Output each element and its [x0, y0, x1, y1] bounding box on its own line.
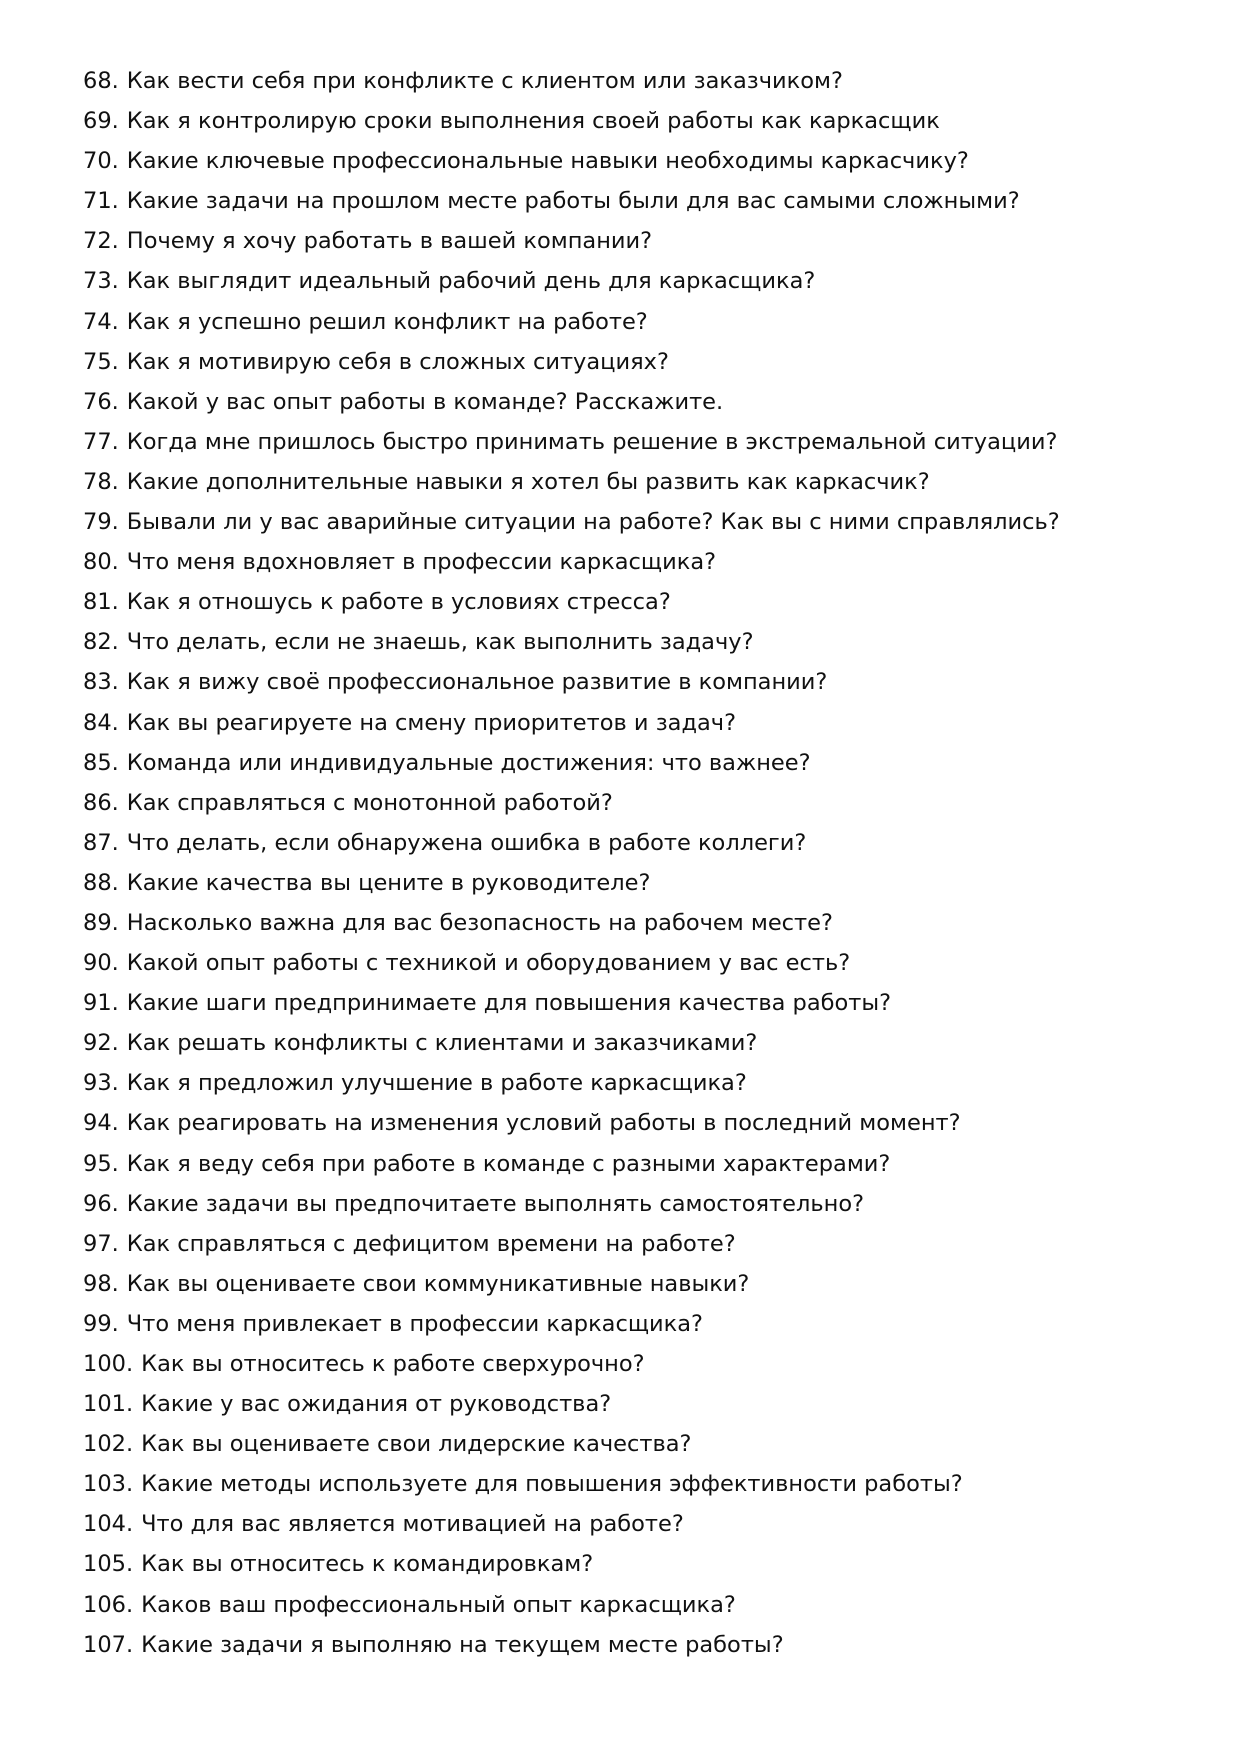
question-number: 72.: [83, 228, 119, 255]
question-item: [83, 502, 1183, 542]
question-number: 103.: [83, 1471, 134, 1498]
question-item: [83, 1144, 1183, 1184]
question-number: 71.: [83, 188, 119, 215]
question-item: [83, 1464, 1183, 1504]
question-text: Какие методы используете для повышения эффективности работы?: [141, 1471, 963, 1498]
question-item: [83, 422, 1183, 462]
question-number: 102.: [83, 1431, 134, 1458]
question-number: 105.: [83, 1551, 134, 1578]
question-number: 88.: [83, 869, 119, 896]
question-text: Как вести себя при конфликте с клиентом или заказчиком?: [126, 68, 843, 94]
question-item: [83, 1103, 1183, 1143]
question-item: [83, 1424, 1183, 1464]
question-item: [83, 1224, 1183, 1264]
question-text: Что делать, если не знаешь, как выполнить задачу?: [126, 629, 754, 656]
question-number: 69.: [83, 108, 119, 135]
question-text: Какие ключевые профессиональные навыки необходимы каркасчику?: [126, 148, 969, 175]
question-number: 84.: [83, 709, 119, 736]
question-text: Как я успешно решил конфликт на работе?: [126, 308, 648, 335]
question-item: [83, 1063, 1183, 1103]
question-number: 76.: [83, 388, 119, 415]
question-text: Как справляться с монотонной работой?: [126, 789, 613, 816]
question-number: 73.: [83, 268, 119, 295]
question-number: 68.: [83, 68, 119, 94]
question-number: 70.: [83, 148, 119, 175]
question-item: [83, 622, 1183, 662]
question-item: [83, 1544, 1183, 1584]
question-item: [83, 542, 1183, 582]
question-text: Какие качества вы цените в руководителе?: [126, 869, 651, 896]
question-text: Какие задачи я выполняю на текущем месте работы?: [141, 1631, 784, 1658]
question-item: [83, 1264, 1183, 1304]
question-item: [83, 903, 1183, 943]
question-item: [83, 1023, 1183, 1063]
question-list: [83, 61, 1183, 1665]
question-text: Как я предложил улучшение в работе каркасщика?: [126, 1070, 747, 1097]
question-text: Как вы оцениваете свои лидерские качества?: [141, 1431, 692, 1458]
question-number: 79.: [83, 509, 119, 536]
question-text: Как вы оцениваете свои коммуникативные навыки?: [126, 1270, 750, 1297]
question-number: 89.: [83, 909, 119, 936]
question-text: Как вы относитесь к командировкам?: [141, 1551, 594, 1578]
question-text: Что меня вдохновляет в профессии каркасщика?: [126, 549, 717, 576]
question-number: 85.: [83, 749, 119, 776]
question-item: [83, 141, 1183, 181]
question-text: Бывали ли у вас аварийные ситуации на работе? Как вы с ними справлялись?: [126, 509, 1060, 536]
question-text: Как справляться с дефицитом времени на работе?: [126, 1230, 736, 1257]
question-text: Как вы относитесь к работе сверхурочно?: [141, 1351, 645, 1377]
question-text: Когда мне пришлось быстро принимать решение в экстремальной ситуации?: [126, 428, 1058, 455]
question-text: Что меня привлекает в профессии каркасщика?: [126, 1310, 703, 1337]
question-text: Как реагировать на изменения условий работы в последний момент?: [126, 1110, 961, 1137]
question-number: 91.: [83, 990, 119, 1017]
question-text: Как решать конфликты с клиентами и заказчиками?: [126, 1030, 758, 1057]
question-item: [83, 1304, 1183, 1344]
question-number: 90.: [83, 950, 119, 977]
question-item: [83, 1184, 1183, 1224]
question-number: 95.: [83, 1150, 119, 1177]
question-number: 97.: [83, 1230, 119, 1257]
question-item: [83, 1384, 1183, 1424]
question-text: Как я отношусь к работе в условиях стресса?: [126, 589, 671, 616]
question-item: [83, 261, 1183, 301]
question-text: Команда или индивидуальные достижения: что важнее?: [126, 749, 811, 776]
question-number: 92.: [83, 1030, 119, 1057]
question-number: 82.: [83, 629, 119, 656]
question-item: [83, 342, 1183, 382]
question-text: Как я мотивирую себя в сложных ситуациях?: [126, 348, 669, 375]
question-number: 94.: [83, 1110, 119, 1137]
question-number: 75.: [83, 348, 119, 375]
question-text: Какие задачи на прошлом месте работы были для вас самыми сложными?: [126, 188, 1020, 215]
question-item: [83, 221, 1183, 261]
question-item: [83, 1585, 1183, 1625]
question-text: Как вы реагируете на смену приоритетов и задач?: [126, 709, 737, 736]
question-item: [83, 662, 1183, 702]
question-text: Как я вижу своё профессиональное развитие в компании?: [126, 669, 828, 696]
question-number: 78.: [83, 468, 119, 495]
question-item: [83, 462, 1183, 502]
question-text: Что для вас является мотивацией на работе?: [141, 1511, 684, 1538]
question-text: Каков ваш профессиональный опыт каркасщика?: [141, 1591, 736, 1618]
question-number: 87.: [83, 829, 119, 856]
question-item: [83, 823, 1183, 863]
question-number: 93.: [83, 1070, 119, 1097]
question-text: Какие шаги предпринимаете для повышения качества работы?: [126, 990, 892, 1017]
question-item: [83, 863, 1183, 903]
question-item: [83, 1504, 1183, 1544]
question-item: [83, 302, 1183, 342]
question-number: 98.: [83, 1270, 119, 1297]
question-number: 106.: [83, 1591, 134, 1618]
question-text: Какой опыт работы с техникой и оборудованием у вас есть?: [126, 950, 851, 977]
question-number: 101.: [83, 1391, 134, 1418]
question-number: 96.: [83, 1190, 119, 1217]
question-number: 83.: [83, 669, 119, 696]
question-number: 99.: [83, 1310, 119, 1337]
question-item: [83, 101, 1183, 141]
question-text: Как я веду себя при работе в команде с разными характерами?: [126, 1150, 891, 1177]
question-number: 86.: [83, 789, 119, 816]
question-number: 81.: [83, 589, 119, 616]
question-item: [83, 382, 1183, 422]
question-item: [83, 743, 1183, 783]
question-text: Какие у вас ожидания от руководства?: [141, 1391, 612, 1418]
question-text: Какие дополнительные навыки я хотел бы развить как каркасчик?: [126, 468, 930, 495]
question-number: 77.: [83, 428, 119, 455]
question-item: [83, 983, 1183, 1023]
question-number: 104.: [83, 1511, 134, 1538]
question-item: [83, 1625, 1183, 1665]
question-item: [83, 1344, 1183, 1384]
question-text: Насколько важна для вас безопасность на рабочем месте?: [126, 909, 833, 936]
question-item: [83, 783, 1183, 823]
question-number: 80.: [83, 549, 119, 576]
question-item: [83, 181, 1183, 221]
question-item: [83, 943, 1183, 983]
question-text: Какой у вас опыт работы в команде? Расскажите.: [126, 388, 724, 415]
question-text: Какие задачи вы предпочитаете выполнять самостоятельно?: [126, 1190, 865, 1217]
question-item: [83, 61, 1183, 101]
question-number: 100.: [83, 1351, 134, 1377]
question-item: [83, 703, 1183, 743]
question-text: Как я контролирую сроки выполнения своей работы как каркасщик: [126, 108, 940, 135]
question-text: Что делать, если обнаружена ошибка в работе коллеги?: [126, 829, 807, 856]
question-text: Как выглядит идеальный рабочий день для каркасщика?: [126, 268, 816, 295]
question-text: Почему я хочу работать в вашей компании?: [126, 228, 653, 255]
question-item: [83, 582, 1183, 622]
question-number: 74.: [83, 308, 119, 335]
question-number: 107.: [83, 1631, 134, 1658]
